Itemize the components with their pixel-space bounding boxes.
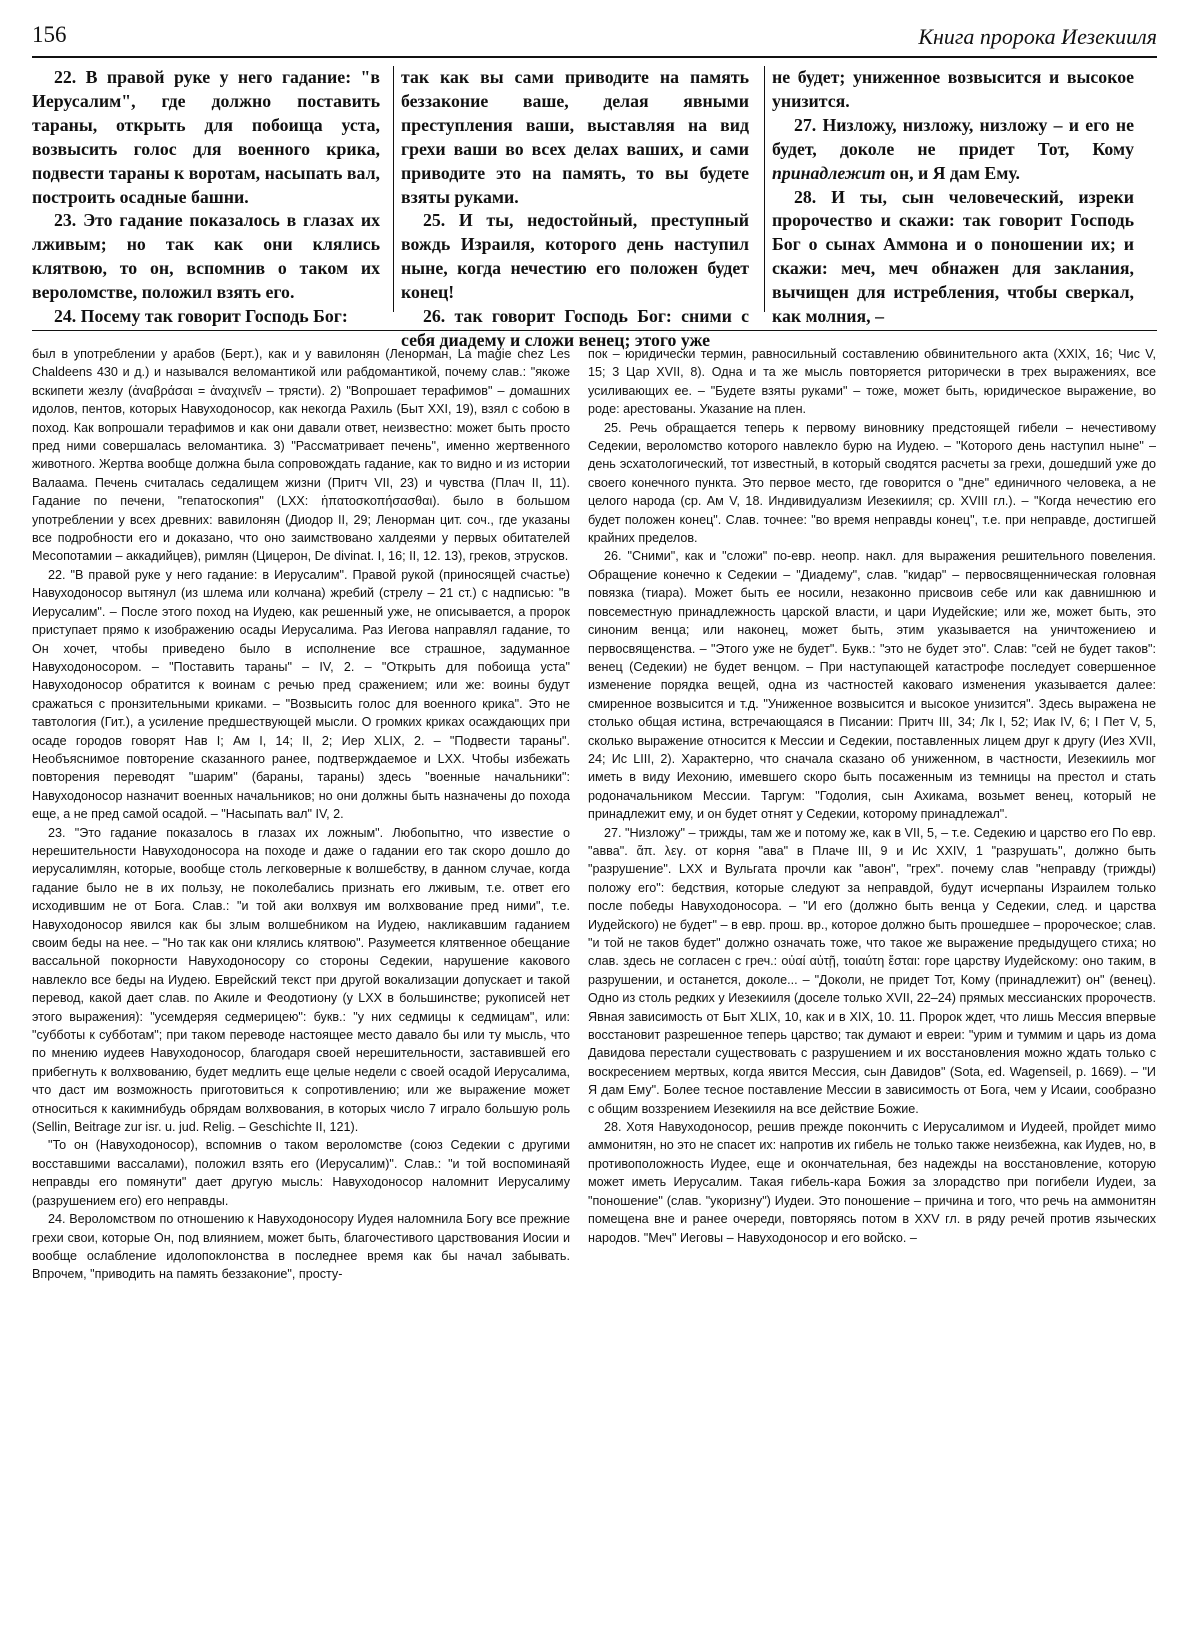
commentary-verse-27: 27. "Низложу" – трижды, там же и потому же, как в VII, 5, – т.е. Седекию и царство его По евр. "авва". ἅπ. λεγ. от корня "ава" в Плаче III, 9 и Ис XXIV, 1 "разрушать", должно быть "разрушение". LXX и Вульгата прочли как "авон", "грех". почему слав "неправду (трижды) положу его": бедствия, которые следуют за неправдой, будут исчерпаны Израилем только после победы Навуходоносора. – "И его (должно быть венца у Седекии, след. и царства Иудейского) не будет" – в евр. прош. вр., которое должно быть прошедшее – пророческое; слав. "и той не таков будет" должно означать тоже, что такое же выражение предыдущего стиха; но слав. здесь не согласен с греч.: οὐαί αὐτῇ, τοιαύτη ἔσται: горе царству Иудейскому: оно таким, в разрушении, и останется, доколе... – "Доколи, не придет Тот, Кому (принадлежит) он" (венец). Одно из столь редких у Иезекииля (доселе только XVII, 22–24) прямых мессианских пророчеств. Явная зависимость от Быт XLIX, 10, как и в XIX, 10. 11. Пророк ждет, что лишь Мессия впервые восстановит разрешенное теперь царство; так думают и евреи: "урим и туммим и царь из дома Давидова перестали существовать с разрушением и их восстановления можно ждать только с воскресением мертвых, когда явится Мессия, сын Давидов" (Sota, ed. Wagenseil, p. 1669). – "И Я дам Ему". Более тесное поставление Мессии в зависимость от Бога, чем у Исаии, сообразно с общим воззрением Иезекииля на все действие Божие.	[588, 825, 1156, 1116]
verse-26: 26. так говорит Господь Бог: сними с себя диадему и сложи венец; этого уже	[401, 306, 749, 350]
commentary-right-column	[588, 345, 1156, 1247]
commentary-verse-23: 23. "Это гадание показалось в глазах их ложным". Любопытно, что известие о нерешительности Навуходоносора на походе и даже о гадании его так скоро дошло до иерусалимлян, которые, вообще столь легковерные к волшебству, в данном случае, когда гадание было не в их пользу, не поколебались признать его лживым, т.е. ответ его исходившим не от Бога. Слав.: "и той аки волхвуя им волхвование пред ними", т.е. Навуходоносор явился как бы злым волшебником на Иудею, накликавшим гаданием своим беды на нее. – "Но так как они клялись клятвою". Разумеется клятвенное обещание вассальной покорности Навуходоносору со стороны Седекии, нарушение какового навлекло все беды на Иудею. Еврейский текст при другой вокализации допускает и такой перевод, какой дает слав. по Акиле и Феодотиону (у LXX в большинстве; рукописей нет этого выражения): "усемдеряя седмерицею": букв.: "у них седмицы к седмицам", или: "субботы к субботам"; при таком переводе настоящее место давало бы или ту мысль, что по мнению иудеев Навуходоносор, благодаря своей нерешительности, заставившей его прибегнуть к волхвованию, будет медлить еще целые недели с своей осадой Иерусалима, что даст им возможность приготовиться к сопротивлению; или же выражение может относиться к какимнибудь обрядам волхвования, в которых число 7 играло большую роль (Sellin, Beitrage zur isr. u. jud. Relig. – Geschichte II, 121).	[32, 825, 570, 1135]
verse-25: 25. И ты, недостойный, преступный вождь Израиля, которого день наступил ныне, когда нечестию его положен будет конец!	[401, 210, 749, 303]
commentary-verse-22: 22. "В правой руке у него гадание: в Иерусалим". Правой рукой (приносящей счастье) Навуходоносор вытянул (из шлема или колчана) жребий (стрелу – 21 ст.) с надписью: "в Иерусалим". – После этого поход на Иудею, как решенный уже, не описывается, а пророк приступает прямо к изображению осады Иерусалима. Раз Иегова направлял гадание, то Он хочет, чтобы приведено было в исполнение все страшное, задуманное Навуходоносором. – "Поставить тараны" – IV, 2. – "Открыть для побоища уста" Навуходоносор обратится к воинам с речью пред сражением; или же: воины будут сражаться с пронзительными криками. – "Возвысить голос для военного крика". Это не тавтология (Гит.), а усиление предшествующей мысли. О громких криках осаждающих при осаде городов говорят Нав I; Ам I, 14; II, 2; Иер XLIX, 2. – "Подвести тараны". Необъяснимое повторение сказанного ранее, подтверждаемое и LXX. Чтобы избежать повторения переводят "шарим" (бараны, тараны) здесь "военные начальники": Навуходоносор назначит военных начальников; но они должны быть назначены до похода еще, а не пред самой осадой. – "Насыпать вал" IV, 2.	[32, 567, 570, 822]
commentary-verse-24: 24. Вероломством по отношению к Навуходоносору Иудея наломнила Богу все прежние грехи свои, которые Он, под влиянием, может быть, благочестивого царствования Иосии и вообще ослабление идолопоклонства в последнее время как бы начал забывать. Впрочем, "приводить на память беззаконие", просту-	[32, 1212, 570, 1282]
commentary-paragraph: "То он (Навуходоносор), вспомнив о таком вероломстве (союз Седекии с другими восставшими вассалами), положил взять его (Иерусалим)". Слав.: "и той воспоминаяй неправды его помянути" дает другую мысль: Навуходоносор наломнит Иерусалиму (разрушением его) его неправды.	[32, 1138, 570, 1208]
verse-24-cont: так как вы сами приводите на память беззаконие ваше, делая явными преступления ваши, выставляя на вид грехи ваши во всех делах ваших, и сами приводите это на память, то вы будете взяты руками.	[401, 67, 749, 207]
bible-column-2	[401, 66, 749, 353]
verse-27	[772, 114, 1134, 186]
verse-28: 28. И ты, сын человеческий, изреки пророчество и скажи: так говорит Господь Бог о сынах Аммона и о поношении их; и скажи: меч, меч обнажен для заклания, вычищен для истребления, чтобы сверкал, как молния, –	[772, 186, 1134, 327]
page-header	[32, 22, 1157, 58]
verse-22: 22. В правой руке у него гадание: "в Иерусалим", где должно поставить тараны, открыть для побоища уста, возвысить голос для военного крика, подвести тараны к воротам, насыпать вал, построить осадные башни.	[32, 67, 380, 207]
verse-23: 23. Это гадание показалось в глазах их лживым; но так как они клялись клятвою, то он, вспомнив о таком их вероломстве, положил взять его.	[32, 210, 380, 303]
bible-column-3	[772, 66, 1134, 329]
commentary-verse-25: 25. Речь обращается теперь к первому виновнику предстоящей гибели – нечестивому Седекии, вероломство которого навлекло бурю на Иудею. – "Которого день наступил ныне" – день эсхатологический, тот известный, в который сводятся расчеты за грехи, дошедший уже до своего конечного пункта. Это первое место, где говорится о "дне" единичного человека, а не целого народа (ср. Ам V, 18. Индивидуализм Иезекииля; ср. XVIII гл.). – "Когда нечестию его будет положен конец". Слав. точнее: "во время неправды конец", т.е. при неправде, достигшей крайних пределов.	[588, 420, 1156, 546]
bible-text	[32, 66, 1156, 350]
commentary-left-column	[32, 345, 570, 1284]
commentary-verse-26: 26. "Сними", как и "сложи" по-евр. неопр. накл. для выражения решительного повеления. Обращение конечно к Седекии – "Диадему", слав. "кидар" – первосвященническая головная повязка (тиара). Может быть ее носили, незаконно присвоив себе или как давнишнюю и повсеместную принадлежность царской власти, и цари Иудейские; или же, может быть, это синоним венца; или наконец, может быть, этим указывается на уничтожениею и первосвященства. – "Этого уже не будет". Букв.: "это не будет это". Слав: "сей не будет таков": венец (Седекии) не будет венцом. – При наступающей катастрофе последует совершенное изменение порядка вещей, одна из частностей каковаго изменения указывается далее: смиренное возвысится и т.д. "Униженное возвысится и высокое унизится". Здесь выражена не столько общая истина, встречающаяся в Писании: Притч III, 34; Лк I, 52; Иак IV, 6; I Пет V, 5, сколько выражение относится к Мессии и Седекии, поставленных лицем друг к другу (Иез XVII, 24; Ис LIII, 2). Характерно, что сначала сказано об униженном, в частности, Иезекииль мог иметь в виду Иехонию, имевшего скоро быть посаженным из темницы на престол и стать родоначальником Мессии. Таргум: "Годолия, сын Ахикама, возьмет венец, который не принадлежит ему, и он будет отнят у Седекии, которому принадлежал".	[588, 549, 1156, 822]
verse-27-end: он, и Я дам Ему.	[885, 162, 1020, 183]
verse-27-italic: принадлежит	[772, 162, 886, 183]
bible-column-1	[32, 66, 380, 329]
verse-24: 24. Посему так говорит Господь Бог:	[54, 306, 348, 327]
page-number: 156	[32, 22, 67, 47]
commentary-paragraph: пок – юридически термин, равносильный составлению обвинительного акта (XXIX, 16; Чис V, 15; 3 Цар XVII, 8). Одна и та же мысль повторяется риторически в трех выражениях, все усиливающих ее. – "Будете взяты руками" – тоже, может быть, юридическое выражение, во роде: арестованы. Указание на плен.	[588, 347, 1156, 417]
commentary-paragraph: был в употреблении у арабов (Берт.), как и у вавилонян (Ленорман, La magie chez Les Chaldeens 430 и д.) и назывался веломантикой или рабдомантикой, почему слав.: "якоже вскипети жезлу (ἀναβράσαι = ἀναχινεῖν – трясти). 2) "Вопрошает терафимов" – домашних идолов, пентов, которых Навуходоносор, как некогда Рахиль (Быт XXI, 19), взял с собою в поход. Как вопрошали терафимов и как они давали ответ, неизвестно: может быть просто пред ними совершалась веломантика. 3) "Рассматривает печень", именно жертвенного животного. Жертва вообще должна была сопровождать гадание, как то видно и из истории Валаама. Печень считалась седалищем жизни (Притч VII, 23) и чувства (Плач II, 11). Гадание по печени, "гепатоскопия" (LXX: ἡπατοσκοπήσασθαι). было в большом употреблении у всех древних: вавилонян (Диодор II, 29; Ленорман цит. соч., где указаны все подробности его и доказано, что оно заимствовано халдеями у первых обитателей Месопотамии – аккадийцев), римлян (Цицерон, De divinat. I, 16; II, 12. 13), греков, этрусков.	[32, 347, 570, 564]
commentary-verse-28: 28. Хотя Навуходоносор, решив прежде покончить с Иерусалимом и Иудеей, пройдет мимо аммонитян, но это не спасет их: напротив их гибель не только также неизбежна, как Иудев, но, в противоположность Иудее, еще и окончательная, без надежды на восстановление, которую может иметь Иерусалим. Такая гибель-кара Божия за злорадство при погибели Иудеи, за "поношение" (слав. "укоризну") Иудеи. Это поношение – причина и того, что речь на аммонитян помещена вне и ранее очереди, повторяясь потом в XXV гл. в ряду речей против языческих народов. "Меч" Иеговы – Навуходоносор и его войско. –	[588, 1120, 1156, 1245]
running-title: Книга пророка Иезекииля	[918, 24, 1157, 49]
verse-26-cont: не будет; униженное возвысится и высокое унизится.	[772, 67, 1134, 111]
horizontal-rule	[32, 330, 1157, 331]
column-divider-2	[764, 66, 765, 312]
column-divider-1	[393, 66, 394, 312]
verse-27-text: 27. Низложу, низложу, низложу – и его не будет, доколе не придет Тот, Кому	[772, 114, 1134, 159]
